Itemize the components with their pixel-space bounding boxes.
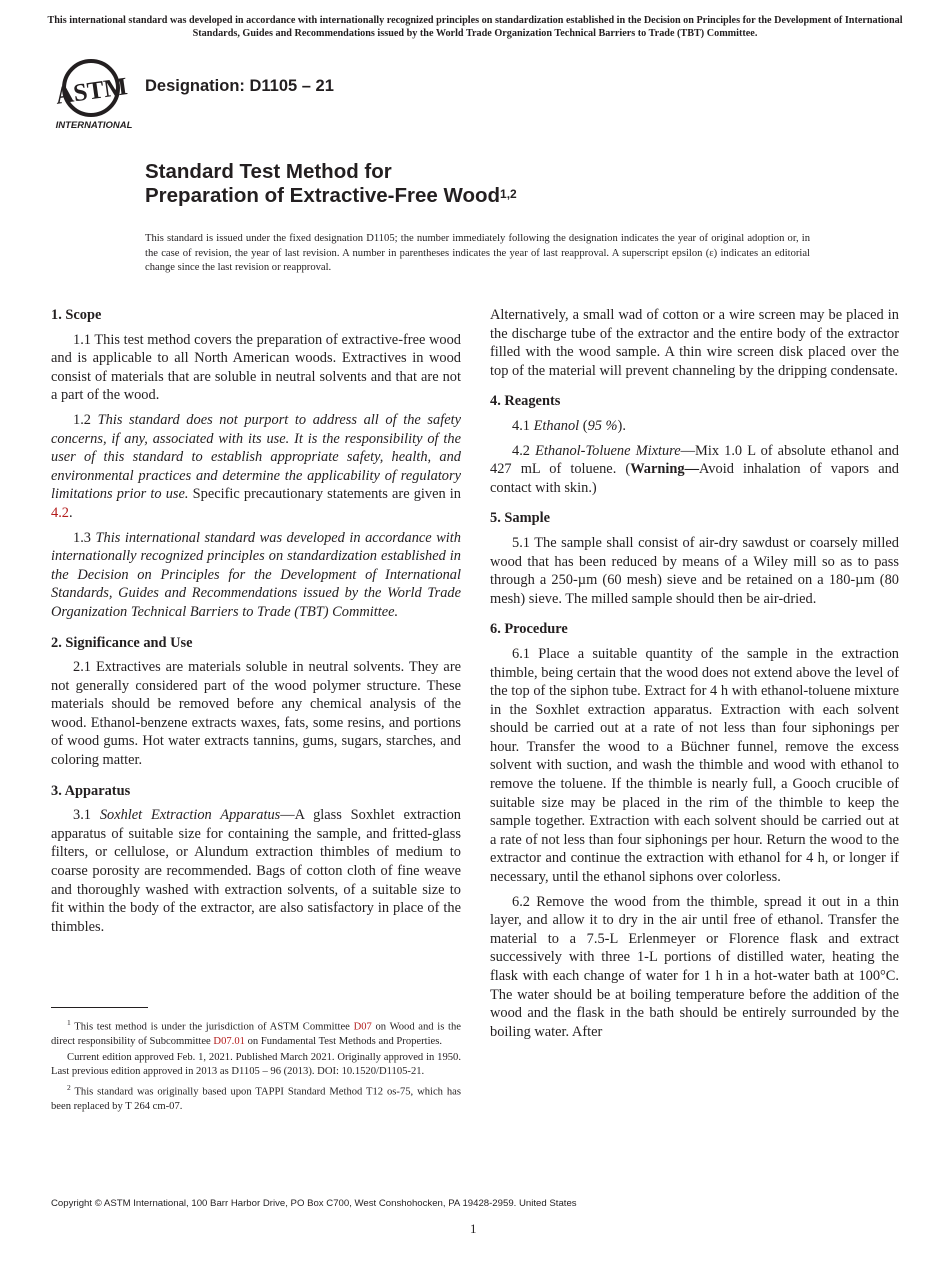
page-number: 1 [470,1221,477,1236]
committee-d07-link[interactable]: D07 [353,1021,372,1033]
section-reagents-heading: 4. Reagents [490,393,561,410]
international-standard-note: This international standard was developed in accordance with internationally recognized principles on standardization established in the Decision on Principles for the Development of International Standards, Guides and Recommendations issued by the World Trade Organization Technical Barriers to Trade (TBT) Committee. [47,15,903,39]
footnote-1-text-b: on Wood and is the direct responsibility of Subcommittee [51,1021,461,1047]
reagents-4-2-text: —Mix 1.0 L of absolute ethanol and 427 mL of toluene. ( [490,442,899,478]
scope-1-2-number: 1.2 [73,411,98,428]
issue-note: This standard is issued under the fixed designation D1105; the number immediately following the designation indicates the year of original adoption or, in the case of revision, the year of last revision. A number in parentheses indicates the year of last reapproval. A superscript epsilon (ε) indicates an editorial change since the last revision or reapproval. [145,233,810,273]
logo-subtitle: INTERNATIONAL [55,120,133,130]
title-line-2 [145,184,517,208]
reagents-4-1-end: ). [617,417,626,434]
scope-1-2-tail: Specific precautionary statements are given in [188,486,461,503]
footnote-1-text-c: on Fundamental Test Methods and Properties. [244,1035,443,1047]
scope-1-3 [51,529,461,622]
reagents-4-2 [490,442,899,498]
procedure-6-1: 6.1 Place a suitable quantity of the sample in the extraction thimble, being certain that the wood does not extend above the level of the top of the siphon tube. Extract for 4 h with ethanol-toluene mixture in the Soxhlet extraction apparatus. Extraction with each solvent should be carried out at a rate of not less than four siphonings per hour. Transfer the wood to a Büchner funnel, remove the excess solvent with suction, and wash the thimble and wood with ethanol to remove the toluene. If the thimble is nearly full, a Gooch crucible of suitable size may be placed in the rim of the thimble to keep the sample together. Extraction with each solvent should be carried out at a rate of not less than four siphonings per hour. Return the wood to the extractor and continue the extraction with ethanol for 4 h, or longer if necessary, until the ethanol siphons over colorless. [490,645,899,886]
procedure-6-2: 6.2 Remove the wood from the thimble, spread it out in a thin layer, and allow it to dry in the air until free of ethanol. Transfer the material to a 7.5-L Erlenmeyer or Florence flask and extract successively with three 1-L portions of distilled water, heating the flask with each change of water for 1 h in a hot-water bath at 100°C. The water should be at boiling temperature before the addition of the wood and the flask in the bath should be entirely surrounded by the boiling water. After [490,893,899,1040]
scope-1-3-italic: This international standard was developed in accordance with internationally recognized principles on standardization established in the Decision on Principles for the Development of International Standards, Guides and Recommendations issued by the World Trade Organization Technical Barriers to Trade (TBT) Committee. [51,529,461,620]
edition-note: Current edition approved Feb. 1, 2021. Published March 2021. Originally approved in 1950. Last previous edition approved in 2013 as D1105 – 96 (2013). DOI: 10.1520/D1105-21. [51,1051,461,1078]
right-column [490,306,899,1047]
ref-4-2-link[interactable]: 4.2 [51,504,69,521]
designation: Designation: D1105 – 21 [145,77,334,95]
logo-letters: ASTM [53,73,130,110]
footnote-2 [51,1081,461,1114]
warning-label: Warning— [630,461,699,478]
left-column [51,306,461,942]
significance-2-1: 2.1 Extractives are materials soluble in neutral solvents. They are not generally considered part of the wood polymer structure. These materials should be removed before any chemical analysis of the wood. Ethanol-benzene extracts waxes, fats, some resins, and portions of wood gums. Hot water extracts tannins, gums, sugars, starches, and coloring matter. [51,659,461,769]
section-sample-heading: 5. Sample [490,510,550,527]
section-scope-heading: 1. Scope [51,307,102,323]
section-significance-heading: 2. Significance and Use [51,634,193,651]
apparatus-3-1-continued: Alternatively, a small wad of cotton or a wire screen may be placed in the discharge tube of the extractor and the entire body of the extractor filled with the wood sample. A thin wire screen disk placed over the top of the material will prevent channeling by the dripping condensate. [490,307,899,379]
reagents-4-1-percent: 95 % [587,417,618,434]
footnote-2-text: This standard was originally based upon TAPPI Standard Method T12 os-75, which has been replaced by T 264 cm-07. [51,1086,461,1113]
footnote-2-marker: 2 [67,1083,71,1093]
sample-5-1: 5.1 The sample shall consist of air-dry sawdust or coarsely milled wood that has been reduced by means of a Wiley mill so as to pass through a 250-µm (60 mesh) sieve and be retained on a 180-µm (80 mesh) sieve. The milled sample should then be air-dried. [490,534,899,607]
scope-1-2-italic: This standard does not purport to address all of the safety concerns, if any, associated with its use. It is the responsibility of the user of this standard to establish appropriate safety, health, and environmental practices and determine the applicability of regulatory limitations prior to use. [51,411,461,503]
reagents-4-1-paren: ( [579,417,588,434]
astm-logo-icon [53,58,135,130]
footnote-1-text-a: This test method is under the jurisdiction of ASTM Committee [70,1021,354,1033]
apparatus-3-1-italic: Soxhlet Extraction Apparatus [99,807,281,824]
scope-1-2 [51,411,461,523]
title-line-1: Standard Test Method for [145,160,392,183]
footnote-1 [51,1016,461,1049]
apparatus-3-1-text: —A glass Soxhlet extraction apparatus of suitable size for containing the sample, and fritted-glass filters, or cellulose, or Alundum extraction thimbles of medium to coarse porosity are recommended. Bags of cotton cloth of fine weave and thoroughly washed with extraction solvents, of a suitable size to fit within the body of the extractor, are also satisfactory in place of the thimbles. [51,807,461,935]
subcommittee-d07-01-link[interactable]: D07.01 [213,1035,245,1047]
scope-1-2-end: . [69,504,73,521]
title-line-2-text: Preparation of Extractive-Free Wood [145,184,501,207]
footnote-divider [51,1007,148,1008]
reagents-4-1-italic: Ethanol [533,417,580,434]
footnotes [51,1016,461,1116]
reagents-4-1-number: 4.1 [512,417,534,434]
reagents-4-2-number: 4.2 [512,442,536,459]
footnote-1-marker: 1 [67,1018,71,1027]
scope-1-3-number: 1.3 [73,529,96,546]
apparatus-3-1-number: 3.1 [73,807,100,824]
reagents-4-2-end: Avoid inhalation of vapors and contact with skin.) [490,461,899,496]
copyright-footer: Copyright © ASTM International, 100 Barr Harbor Drive, PO Box C700, West Conshohocken, PA 19428-2959. United States [51,1198,577,1209]
section-procedure-heading: 6. Procedure [490,621,568,638]
document-title [145,160,517,208]
section-apparatus-heading: 3. Apparatus [51,782,131,799]
title-footnote-ref: 1,2 [500,187,517,201]
scope-1-1: 1.1 This test method covers the preparation of extractive-free wood and is applicable to all North American woods. Extractives in wood consist of materials that are soluble in neutral solvents and that are not a part of the wood. [51,331,461,404]
reagents-4-1 [490,417,899,436]
astm-logo [53,58,135,130]
apparatus-3-1 [51,806,461,936]
reagents-4-2-italic: Ethanol-Toluene Mixture [535,442,681,459]
